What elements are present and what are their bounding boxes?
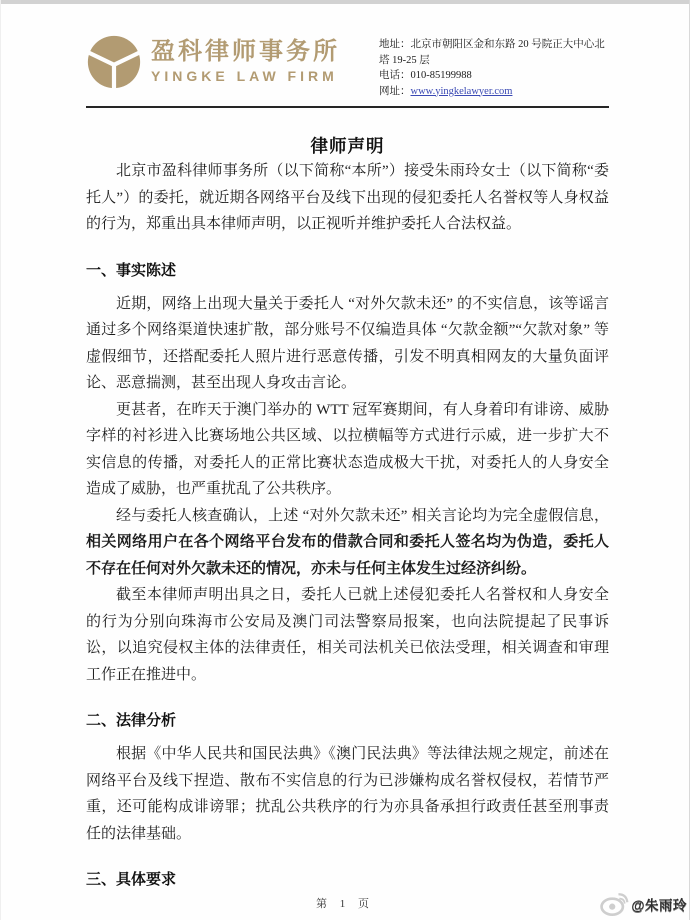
legal-paragraph-1: 根据《中华人民共和国民法典》《澳门民法典》等法律法规之规定，前述在网络平台及线下捏造、散布不实信息的行为已涉嫌构成名誉权侵权，若情节严重，还可能构成诽谤罪；扰乱公共秩序的行为亦具备承担行政责任甚至刑事责任的法律基础。 [86,746,609,842]
address-line: 地址：北京市朝阳区金和东路 20 号院正大中心北塔 19-25 层 [379,39,605,66]
letterhead [86,34,609,99]
weibo-icon [598,888,630,920]
section-heading-demands: 三、具体要求 [86,872,177,888]
contact-block [379,34,609,99]
facts-paragraph-3-bold: 相关网络用户在各个网络平台发布的借款合同和委托人签名均为伪造，委托人不存在任何对外欠款未还的情况，亦未与任何主体发生过经济纠纷。 [86,534,609,577]
firm-name-en: YINGKE LAW FIRM [151,68,338,84]
firm-names [151,38,340,86]
facts-paragraph-3-normal: 经与委托人核查确认，上述 “对外欠款未还” 相关言论均为完全虚假信息， [116,507,609,524]
facts-paragraph-4: 截至本律师声明出具之日，委托人已就上述侵犯委托人名誉权和人身安全的行为分别向珠海市公安局及澳门司法警察局报案，也向法院提起了民事诉讼，以追究侵权主体的法律责任，相关司法机关已依法受理，相关调查和审理工作正在推进中。 [86,587,609,683]
website-link[interactable]: www.yingkelawyer.com [410,85,513,97]
phone-line: 电话：010-85199988 [379,70,472,81]
firm-name-cn: 盈科律师事务所 [151,38,340,65]
section-heading-facts: 一、事实陈述 [86,262,177,279]
facts-paragraph-2: 更甚者，在昨天于澳门举办的 WTT 冠军赛期间，有人身着印有诽谤、威胁字样的衬衫进入比赛场地公共区域、以拉横幅等方式进行示威，进一步扩大不实信息的传播，对委托人的正常比赛状态造成极大干扰，对委托人的人身安全造成了威胁，也严重扰乱了公共秩序。 [86,401,609,497]
firm-brand [86,34,340,90]
page-number: 第 1 页 [316,898,374,910]
scan-edge-strip [1,0,689,4]
website-label: 网址： [379,85,411,97]
header-divider [86,106,609,108]
intro-paragraph: 北京市盈科律师事务所（以下简称“本所”）接受朱雨玲女士（以下简称“委托人”）的委托，就近期各网络平台及线下出现的侵犯委托人名誉权等人身权益的行为，郑重出具本律师声明，以正视听并维护委托人合法权益。 [86,163,609,232]
weibo-watermark [598,888,687,920]
website-line [379,84,609,100]
watermark-username: @朱雨玲 [631,898,687,913]
yingke-logo-icon [86,34,142,90]
document-body [86,133,609,889]
section-heading-legal: 二、法律分析 [86,713,177,729]
document-title: 律师声明 [310,136,385,156]
facts-paragraph-1: 近期，网络上出现大量关于委托人 “对外欠款未还” 的不实信息，该等谣言通过多个网络渠道快速扩散，部分账号不仅编造具体 “欠款金额”“欠款对象” 等虚假细节，还搭配委托人照片进行恶意传播，引发不明真相网友的大量负面评论、恶意揣测，甚至出现人身攻击言论。 [86,295,609,391]
facts-paragraph-3 [86,503,609,583]
